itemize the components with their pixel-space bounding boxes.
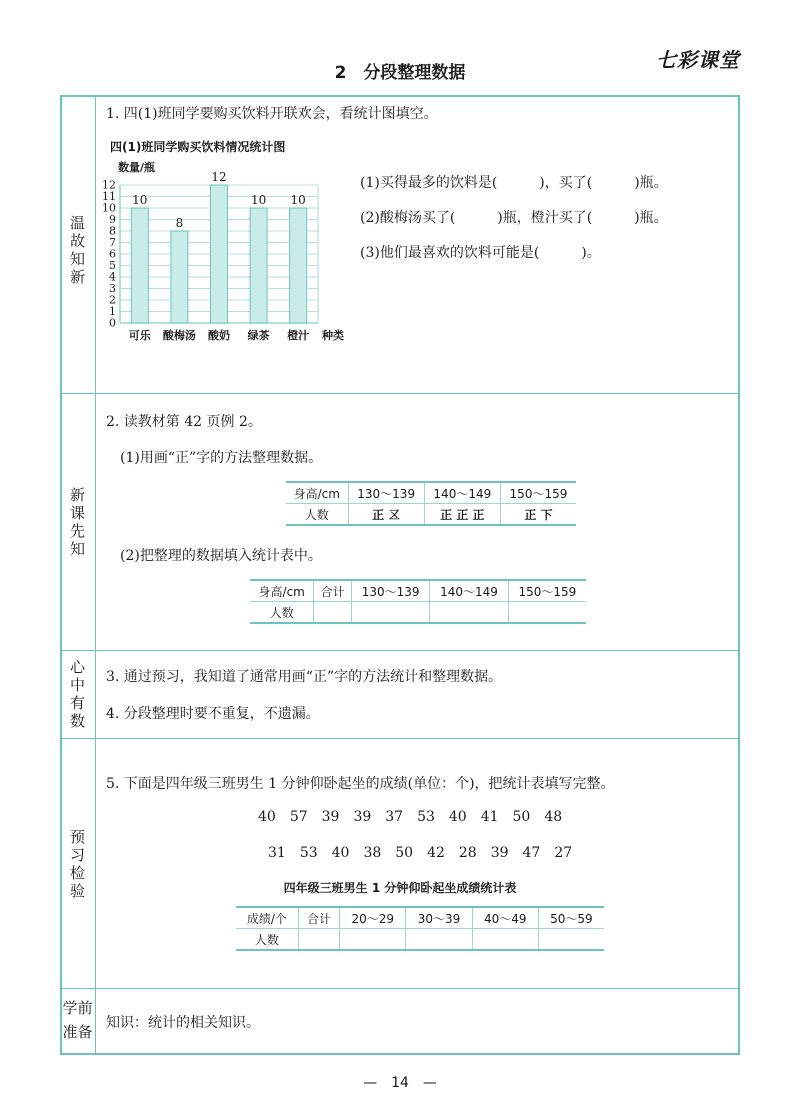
brand-logo: 七彩课堂 [656, 48, 740, 72]
question-2-text: 2. 读教材第 42 页例 2。 [106, 414, 262, 430]
section-divider [60, 738, 740, 739]
section-label-preparation: 学前 准备 [62, 999, 93, 1041]
table-cell: 身高/cm [286, 482, 348, 504]
question-1a: (1)买得最多的饮料是( )，买了( )瓶。 [360, 175, 668, 191]
bar [131, 208, 148, 323]
x-tick-label: 酸奶 [208, 329, 230, 342]
y-tick-label: 5 [109, 259, 116, 272]
y-tick-label: 6 [109, 247, 116, 261]
question-5-text: 5. 下面是四年级三班男生 1 分钟仰卧起坐的成绩(单位：个)，把统计表填写完整。 [106, 776, 615, 792]
table-cell: 正 下 [500, 504, 576, 526]
y-tick-label: 10 [102, 201, 116, 215]
section-divider [60, 393, 740, 394]
bar-value-label: 10 [290, 193, 306, 207]
table-cell: 140～149 [430, 580, 508, 602]
y-tick-label: 3 [109, 282, 116, 295]
answer-cell[interactable] [340, 929, 406, 951]
table-cell: 身高/cm [250, 580, 314, 602]
answer-cell[interactable] [472, 929, 538, 951]
table-cell: 30～39 [406, 907, 472, 929]
y-tick-label: 7 [109, 236, 116, 249]
x-tick-label: 酸梅汤 [162, 329, 196, 342]
bar-value-label: 12 [211, 170, 227, 184]
bar [290, 208, 307, 323]
bar [211, 185, 228, 323]
height-stats-table [250, 579, 586, 624]
table-cell: 140～149 [424, 482, 500, 504]
y-tick-label: 0 [109, 316, 116, 330]
question-3-text: 3. 通过预习，我知道了通常用画“正”字的方法统计和整理数据。 [106, 669, 503, 685]
section-divider [60, 988, 740, 989]
y-tick-label: 4 [109, 270, 116, 284]
section-divider [60, 650, 740, 651]
question-1c: (3)他们最喜欢的饮料可能是( )。 [360, 245, 601, 261]
bar-value-label: 10 [250, 193, 267, 207]
answer-cell[interactable] [298, 929, 339, 951]
table-cell: 合计 [298, 907, 339, 929]
table-cell: 人数 [286, 504, 348, 526]
section-label-check: 预 习 检 验 [69, 828, 85, 900]
bar-value-label: 8 [175, 216, 184, 230]
x-tick-label: 橙汁 [287, 329, 310, 342]
table-row [236, 929, 604, 951]
question-1b: (2)酸梅汤买了( )瓶，橙汁买了( )瓶。 [360, 210, 668, 226]
bar-chart [90, 155, 370, 350]
section-label-summary: 心 中 有 数 [69, 658, 85, 730]
tally-table [286, 481, 576, 526]
table-row [236, 907, 604, 929]
table-cell: 正 𠄡 [348, 504, 424, 526]
preparation-text: 知识：统计的相关知识。 [106, 1015, 260, 1031]
situp-stats-table [236, 906, 604, 951]
table-row [250, 580, 586, 602]
y-axis-label: 数量/瓶 [118, 161, 156, 174]
page-number: — 14 — [363, 1075, 437, 1091]
bar [171, 231, 188, 323]
question-4-text: 4. 分段整理时要不重复，不遗漏。 [106, 706, 320, 722]
y-tick-label: 9 [109, 213, 116, 226]
section-label-new-lesson: 新 课 先 知 [69, 486, 85, 558]
table-cell: 20～29 [340, 907, 406, 929]
data-row-2: 31 53 40 38 50 42 28 39 47 27 [268, 845, 573, 861]
x-tick-label: 绿茶 [247, 329, 270, 342]
table-cell: 正 正 正 [424, 504, 500, 526]
question-1-text: 1. 四(1)班同学要购买饮料开联欢会，看统计图填空。 [106, 106, 438, 122]
table-row [286, 504, 576, 526]
table-cell: 130～139 [351, 580, 429, 602]
y-tick-label: 11 [102, 190, 116, 203]
data-row-1: 40 57 39 39 37 53 40 41 50 48 [258, 809, 563, 825]
table-cell: 人数 [236, 929, 298, 951]
table-cell: 成绩/个 [236, 907, 298, 929]
bar [250, 208, 267, 323]
y-tick-label: 12 [102, 178, 116, 192]
table-title: 四年级三班男生 1 分钟仰卧起坐成绩统计表 [283, 881, 517, 895]
answer-cell[interactable] [430, 602, 508, 624]
answer-cell[interactable] [351, 602, 429, 624]
table-cell: 130～139 [348, 482, 424, 504]
table-row [286, 482, 576, 504]
y-tick-label: 8 [109, 224, 116, 238]
question-2-sub1: (1)用画“正”字的方法整理数据。 [120, 450, 323, 466]
x-tick-label: 可乐 [128, 329, 151, 342]
answer-cell[interactable] [508, 602, 586, 624]
chart-title: 四(1)班同学购买饮料情况统计图 [110, 140, 286, 154]
table-cell: 50～59 [538, 907, 604, 929]
table-cell: 150～159 [508, 580, 586, 602]
page-title: 2 分段整理数据 [334, 63, 466, 83]
table-row [250, 602, 586, 624]
table-cell: 合计 [314, 580, 352, 602]
y-tick-label: 2 [109, 293, 116, 307]
bar-value-label: 10 [132, 193, 148, 207]
table-cell: 40～49 [472, 907, 538, 929]
x-axis-label: 种类 [322, 329, 344, 342]
section-label-review: 温 故 知 新 [69, 214, 85, 286]
answer-cell[interactable] [314, 602, 352, 624]
question-2-sub2: (2)把整理的数据填入统计表中。 [120, 548, 322, 564]
table-cell: 人数 [250, 602, 314, 624]
answer-cell[interactable] [406, 929, 472, 951]
table-cell: 150～159 [500, 482, 576, 504]
y-tick-label: 1 [109, 305, 116, 318]
answer-cell[interactable] [538, 929, 604, 951]
